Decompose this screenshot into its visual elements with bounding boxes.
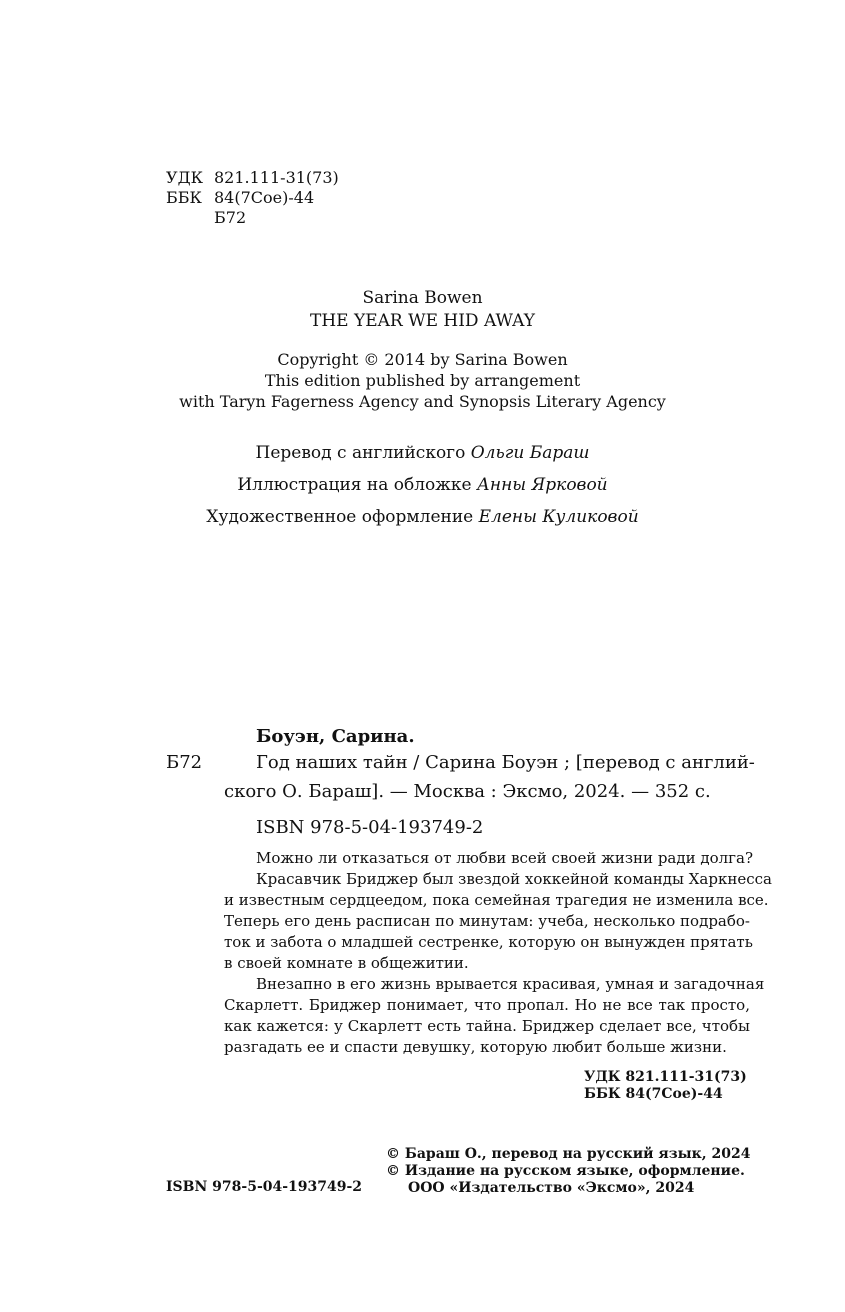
- bottom-classification: [584, 1069, 747, 1103]
- copyright-edition: © Издание на русском языке, оформление.: [386, 1163, 745, 1179]
- copyright-publisher: ООО «Издательство «Эксмо», 2024: [408, 1180, 695, 1196]
- annotation: [224, 848, 772, 1058]
- credit-role: Перевод с английского: [255, 443, 466, 463]
- original-copyright-block: [0, 349, 845, 412]
- credit-design: [0, 501, 845, 533]
- credit-name: Анны Ярковой: [477, 475, 608, 495]
- bottom-udk: УДК 821.111-31(73): [584, 1069, 747, 1085]
- footer-copyright: [386, 1146, 751, 1197]
- udk-value: 821.111-31(73): [214, 168, 339, 187]
- bbk-line: [166, 188, 339, 208]
- bibliography-isbn: ISBN 978-5-04-193749-2: [256, 817, 484, 838]
- bbk-label: ББК: [166, 188, 202, 207]
- original-title: THE YEAR WE HID AWAY: [310, 311, 535, 331]
- credit-role: Художественное оформление: [206, 507, 474, 527]
- credits-block: [0, 437, 845, 533]
- copyright-translation: © Бараш О., перевод на русский язык, 2024: [386, 1146, 751, 1162]
- bibliography-mark: Б72: [166, 752, 203, 773]
- annotation-line: Внезапно в его жизнь врывается красивая, умная и загадочная: [256, 975, 765, 993]
- bibliography-heading: Боуэн, Сарина.: [256, 726, 415, 747]
- annotation-line: Скарлетт. Бриджер понимает, что пропал. Но не все так просто,: [224, 996, 750, 1014]
- annotation-line: Красавчик Бриджер был звездой хоккейной команды Харкнесса: [256, 870, 772, 888]
- annotation-line: Теперь его день расписан по минутам: учеба, несколько подрабо-: [224, 912, 750, 930]
- annotation-line: разгадать ее и спасти девушку, которую любит больше жизни.: [224, 1038, 727, 1056]
- credit-translation: [0, 437, 845, 469]
- credit-illustration: [0, 469, 845, 501]
- original-copyright-line: with Taryn Fagerness Agency and Synopsis Literary Agency: [179, 392, 666, 411]
- author-mark: Б72: [214, 208, 247, 227]
- credit-role: Иллюстрация на обложке: [237, 475, 472, 495]
- bibliography-line: ского О. Бараш]. — Москва : Эксмо, 2024. — 352 с.: [224, 781, 711, 802]
- annotation-line: Можно ли отказаться от любви всей своей жизни ради долга?: [256, 849, 754, 867]
- bibliography-description: [224, 748, 755, 806]
- author-mark-line: [166, 208, 339, 228]
- bibliography-line: Год наших тайн / Сарина Боуэн ; [перевод с англий-: [256, 752, 755, 773]
- original-copyright-line: Copyright © 2014 by Sarina Bowen: [277, 350, 568, 369]
- udk-label: УДК: [166, 168, 203, 187]
- annotation-line: ток и забота о младшей сестренке, которую он вынужден прятать: [224, 933, 753, 951]
- original-author: Sarina Bowen: [362, 288, 483, 308]
- original-copyright-line: This edition published by arrangement: [264, 371, 581, 390]
- annotation-line: в своей комнате в общежитии.: [224, 954, 469, 972]
- bbk-value: 84(7Сое)-44: [214, 188, 315, 207]
- footer-isbn: ISBN 978-5-04-193749-2: [166, 1179, 363, 1195]
- original-title-block: [0, 287, 845, 333]
- annotation-line: и известным сердцеедом, пока семейная трагедия не изменила все.: [224, 891, 769, 909]
- classification-block: [166, 168, 339, 228]
- credit-name: Елены Куликовой: [478, 507, 639, 527]
- udk-line: [166, 168, 339, 188]
- bottom-bbk: ББК 84(7Сое)-44: [584, 1086, 723, 1102]
- credit-name: Ольги Бараш: [470, 443, 590, 463]
- annotation-line: как кажется: у Скарлетт есть тайна. Бриджер сделает все, чтобы: [224, 1017, 750, 1035]
